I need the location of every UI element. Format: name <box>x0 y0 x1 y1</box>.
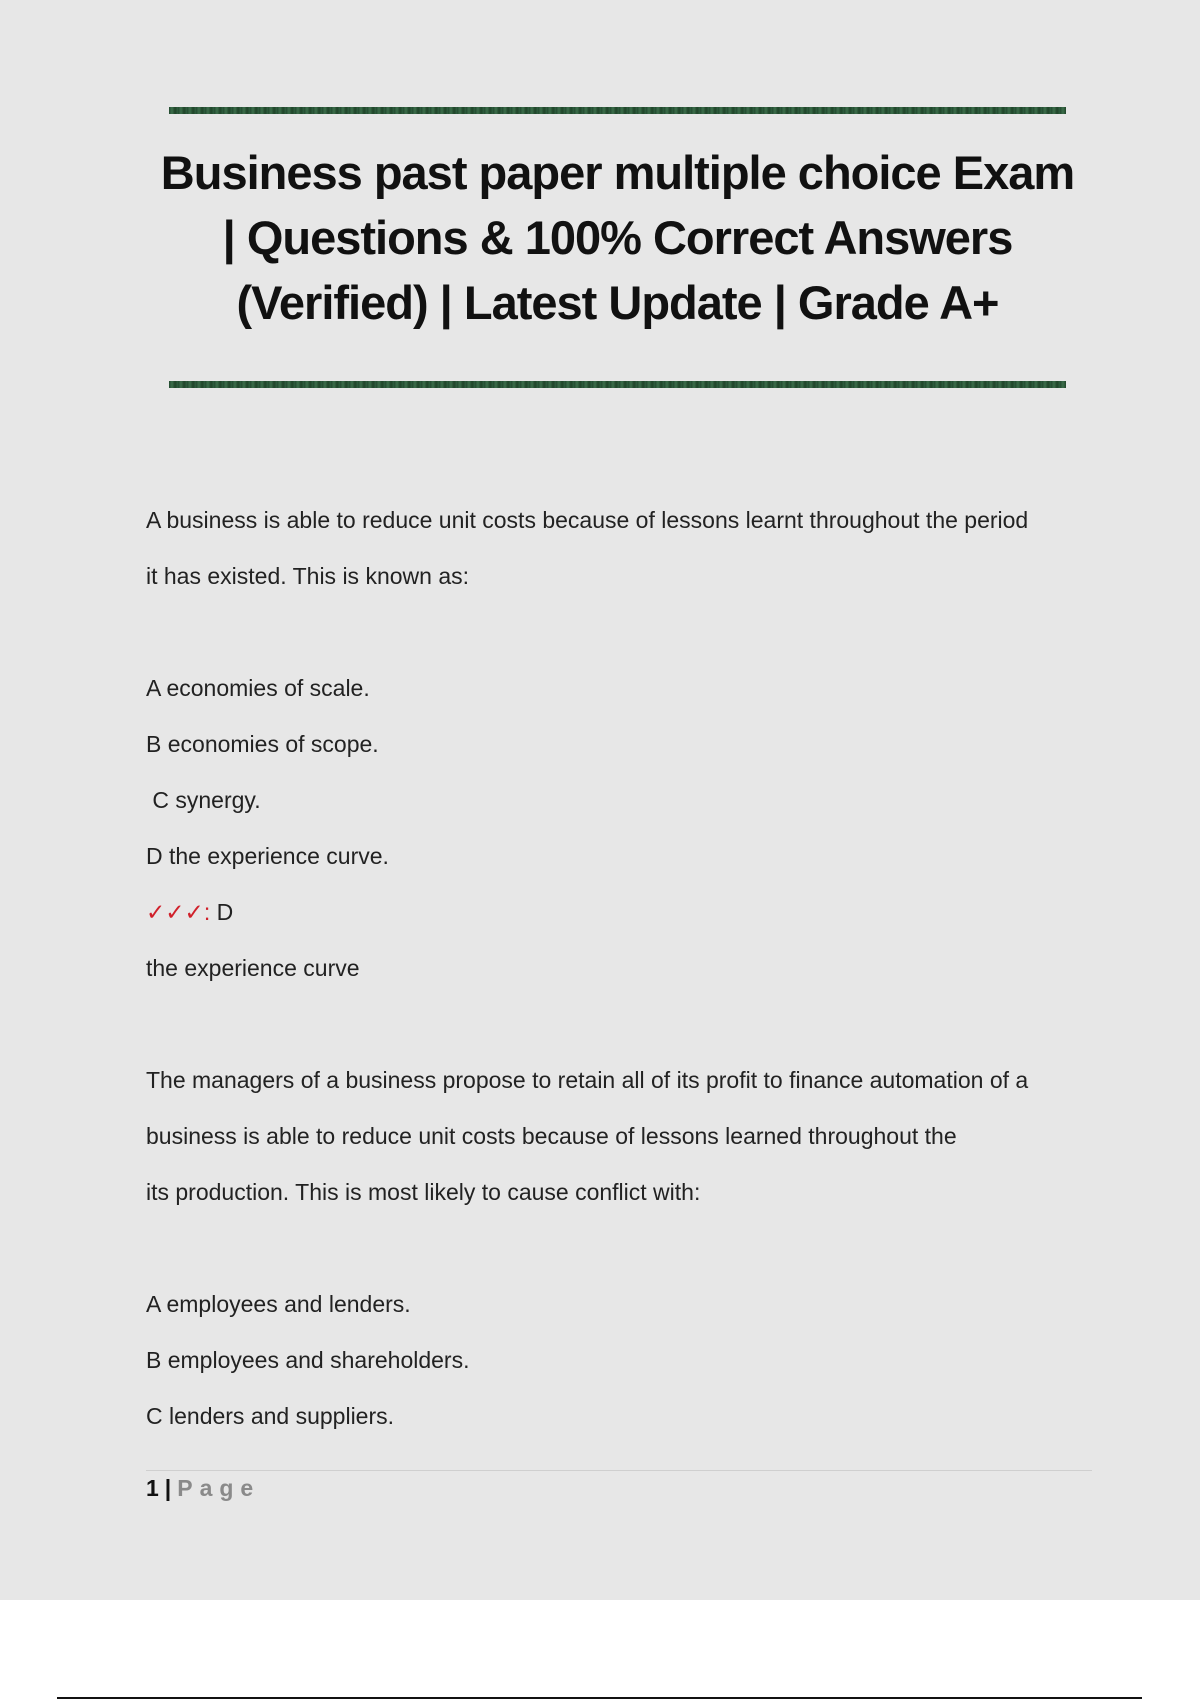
exam-content <box>146 492 1096 1444</box>
spacer <box>146 996 1096 1052</box>
question-2-text-line-1: The managers of a business propose to retain all of its profit to finance automation of a <box>146 1067 1029 1093</box>
question-1 <box>146 492 1096 996</box>
question-2-text-line-3: its production. This is most likely to cause conflict with: <box>146 1179 701 1205</box>
question-1-option-c: C synergy. <box>146 787 261 813</box>
title-line-1: Business past paper multiple choice Exam <box>160 146 1075 199</box>
question-2-option-c: C lenders and suppliers. <box>146 1403 395 1429</box>
page-number: 1 <box>146 1475 159 1501</box>
title-line-3: (Verified) | Latest Update | Grade A+ <box>236 276 999 329</box>
question-1-text-line-2: it has existed. This is known as: <box>146 563 469 589</box>
question-1-answer-text: the experience curve <box>146 955 360 981</box>
next-page-top-rule <box>57 1697 1142 1699</box>
question-2-option-a: A employees and lenders. <box>146 1291 411 1317</box>
answer-check-icon: ✓✓✓: <box>146 899 211 925</box>
spacer <box>146 1220 1096 1276</box>
page-footer <box>146 1473 260 1503</box>
question-2-option-b: B employees and shareholders. <box>146 1347 470 1373</box>
spacer <box>146 604 1096 660</box>
question-1-text-line-1: A business is able to reduce unit costs because of lessons learnt throughout the period <box>146 507 1029 533</box>
footer-divider <box>146 1470 1092 1471</box>
question-1-option-b: B economies of scope. <box>146 731 379 757</box>
question-1-answer-letter: D <box>210 899 234 925</box>
page-label: Page <box>177 1475 261 1501</box>
question-1-answer <box>146 884 1096 940</box>
question-1-option-d: D the experience curve. <box>146 843 389 869</box>
document-title <box>130 140 1105 335</box>
question-2 <box>146 1052 1096 1444</box>
title-line-2: | Questions & 100% Correct Answers <box>222 211 1013 264</box>
question-1-option-a: A economies of scale. <box>146 675 370 701</box>
question-2-text-line-2: business is able to reduce unit costs because of lessons learned throughout the <box>146 1123 957 1149</box>
title-top-rule <box>169 107 1066 114</box>
footer-separator: | <box>164 1475 172 1501</box>
title-bottom-rule <box>169 381 1066 388</box>
